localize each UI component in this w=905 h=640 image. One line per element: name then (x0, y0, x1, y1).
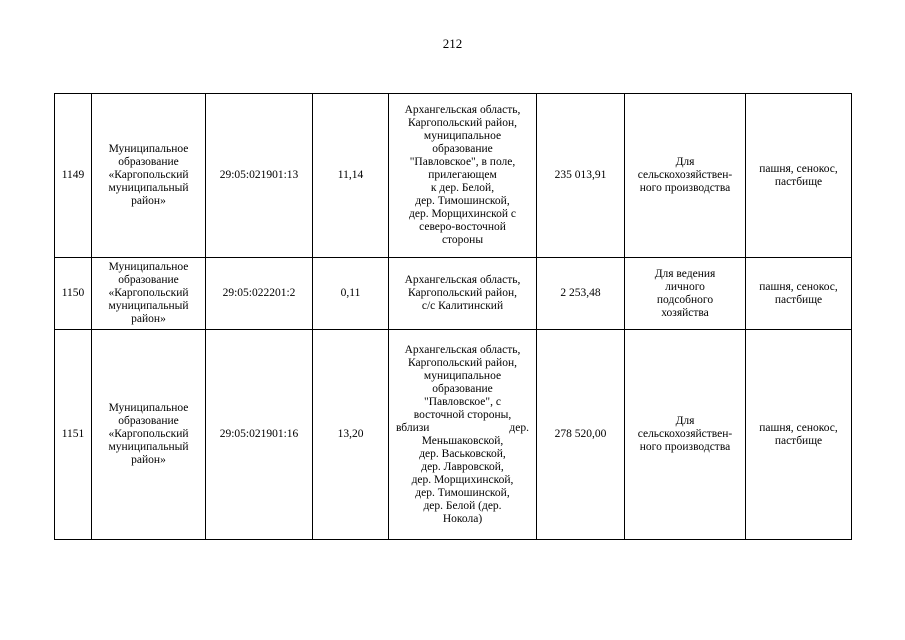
land-use-cell: пашня, сенокос, пастбище (746, 94, 852, 258)
cadastral-number-cell: 29:05:021901:13 (206, 94, 313, 258)
address-cell: Архангельская область, Каргопольский район, муниципальное образование "Павловское", с восточной стороны, вблизи дер. Меньшаковской, дер. Васьковской, дер. Лавровской, дер. Морщихинской, дер. Тимошинской, дер. Белой (дер. Нокола) (389, 330, 537, 540)
cadastral-value-cell: 278 520,00 (537, 330, 625, 540)
address-cell: Архангельская область, Каргопольский район, муниципальное образование "Павловское", в поле, прилегающем к дер. Белой, дер. Тимошинской, дер. Морщихинской с северо-восточной стороны (389, 94, 537, 258)
row-number-cell: 1149 (55, 94, 92, 258)
page-number: 212 (442, 36, 463, 51)
land-use-cell: пашня, сенокос, пастбище (746, 258, 852, 330)
cadastral-number-cell: 29:05:022201:2 (206, 258, 313, 330)
table-row (55, 94, 852, 258)
cadastral-value-cell: 235 013,91 (537, 94, 625, 258)
land-purpose-cell: Для ведения личного подсобного хозяйства (625, 258, 746, 330)
land-use-cell: пашня, сенокос, пастбище (746, 330, 852, 540)
cadastral-value-cell: 2 253,48 (537, 258, 625, 330)
cadastral-number-cell: 29:05:021901:16 (206, 330, 313, 540)
land-purpose-cell: Для сельскохозяйствен- ного производства (625, 94, 746, 258)
table-row (55, 330, 852, 540)
owner-cell: Муниципальное образование «Каргопольский муниципальный район» (92, 258, 206, 330)
row-number-cell: 1150 (55, 258, 92, 330)
area-cell: 0,11 (313, 258, 389, 330)
address-cell: Архангельская область, Каргопольский район, с/с Калитинский (389, 258, 537, 330)
land-registry-table (54, 93, 852, 540)
land-purpose-cell: Для сельскохозяйствен- ного производства (625, 330, 746, 540)
row-number-cell: 1151 (55, 330, 92, 540)
owner-cell: Муниципальное образование «Каргопольский муниципальный район» (92, 330, 206, 540)
area-cell: 13,20 (313, 330, 389, 540)
table-row (55, 258, 852, 330)
owner-cell: Муниципальное образование «Каргопольский муниципальный район» (92, 94, 206, 258)
area-cell: 11,14 (313, 94, 389, 258)
